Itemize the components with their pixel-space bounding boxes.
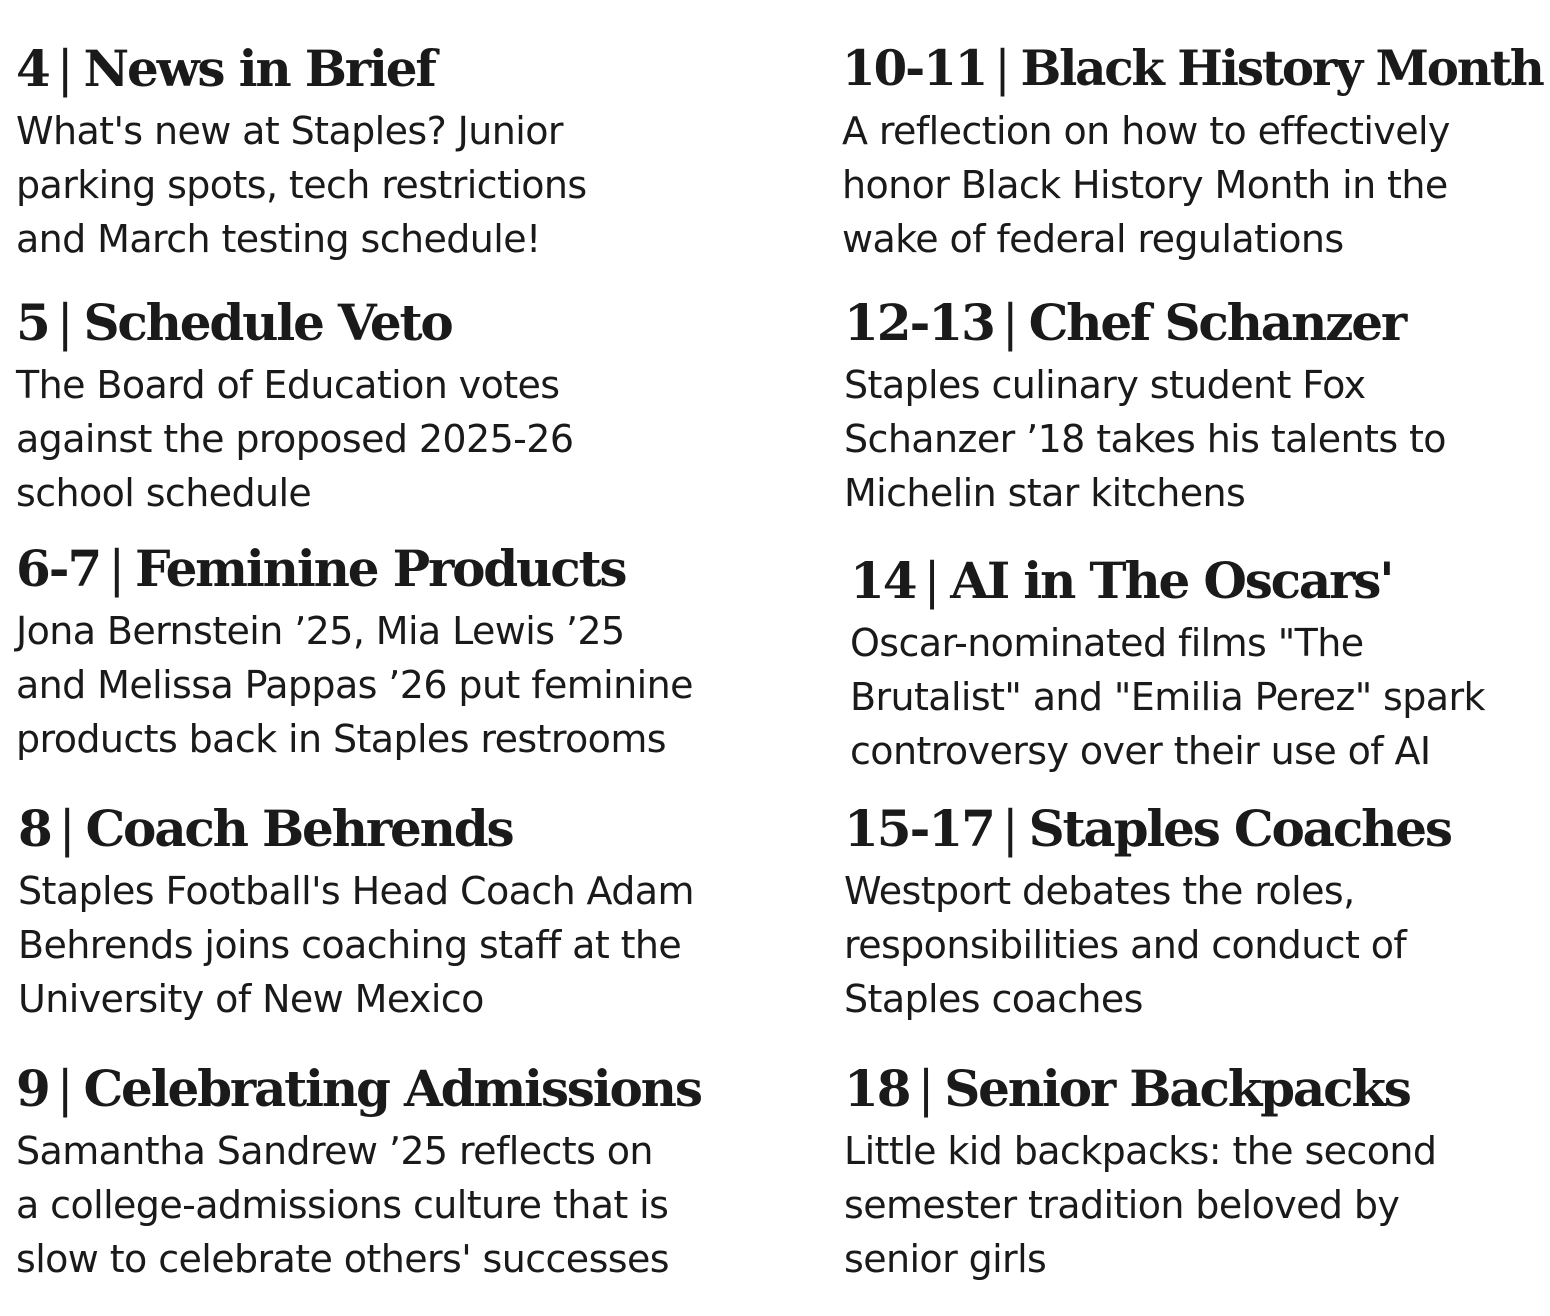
separator: | [1001,800,1017,858]
entry-title: Schedule Veto [83,293,452,352]
separator: | [58,800,74,858]
entry-heading [844,798,1451,860]
page-number: 14 [850,551,916,610]
description-line: a college-admissions culture that is [16,1183,669,1227]
description-line: responsibilities and conduct of [844,923,1407,967]
entry-description [850,616,1485,778]
page-number: 18 [844,1059,910,1118]
description-line: A reflection on how to effectively [842,109,1450,153]
entry-title: Chef Schanzer [1028,293,1406,352]
entry-description [844,358,1446,520]
separator: | [994,41,1009,97]
entry-title: Coach Behrends [85,799,513,858]
description-line: Samantha Sandrew ’25 reflects on [16,1129,653,1173]
description-line: Oscar-nominated films "The [850,621,1364,665]
description-line: Jona Bernstein ’25, Mia Lewis ’25 [16,609,625,653]
entry-description [16,1124,701,1286]
description-line: products back in Staples restrooms [16,717,666,761]
entry-description [18,864,694,1026]
entry-heading [844,292,1446,354]
separator: | [923,552,939,610]
toc-entry[interactable] [16,38,587,266]
toc-entry[interactable] [16,1058,701,1286]
entry-title: News in Brief [83,39,435,98]
description-line: Michelin star kitchens [844,471,1246,515]
toc-entry[interactable] [16,292,573,520]
description-line: wake of federal regulations [842,217,1344,261]
entry-heading [18,798,694,860]
description-line: University of New Mexico [18,977,484,1021]
page-number: 6-7 [16,539,101,598]
entry-title: Senior Backpacks [944,1059,1410,1118]
entry-description [16,104,587,266]
toc-entry[interactable] [844,1058,1436,1286]
entry-description [844,864,1451,1026]
page-number: 9 [16,1059,49,1118]
toc-entry[interactable] [844,292,1446,520]
entry-heading [16,38,587,100]
entry-heading [844,1058,1436,1120]
description-line: and Melissa Pappas ’26 put feminine [16,663,693,707]
description-line: controversy over their use of AI [850,729,1431,773]
description-line: honor Black History Month in the [842,163,1448,207]
entry-title: Feminine Products [135,539,626,598]
description-line: What's new at Staples? Junior [16,109,563,153]
entry-heading [842,38,1543,100]
page-number: 4 [16,39,49,98]
description-line: Staples coaches [844,977,1143,1021]
separator: | [56,40,72,98]
separator: | [1001,294,1017,352]
entry-description [844,1124,1436,1286]
description-line: Schanzer ’18 takes his talents to [844,417,1446,461]
toc-entry[interactable] [16,538,693,766]
entry-title: Celebrating Admissions [83,1059,701,1118]
description-line: Little kid backpacks: the second [844,1129,1437,1173]
separator: | [108,540,123,598]
entry-heading [16,1058,701,1120]
toc-entry[interactable] [850,550,1485,778]
separator: | [917,1060,933,1118]
entry-title: Staples Coaches [1028,799,1451,858]
toc-entry[interactable] [18,798,694,1026]
entry-heading [16,538,693,600]
page-number: 5 [16,293,49,352]
description-line: Westport debates the roles, [844,869,1355,913]
description-line: school schedule [16,471,312,515]
toc-entry[interactable] [844,798,1451,1026]
entry-heading [16,292,573,354]
description-line: semester tradition beloved by [844,1183,1400,1227]
toc-entry[interactable] [842,38,1543,266]
entry-title: Black History Month [1020,41,1543,97]
entry-description [16,604,693,766]
page-number: 12-13 [844,293,994,352]
description-line: Staples Football's Head Coach Adam [18,869,694,913]
description-line: slow to celebrate others' successes [16,1237,669,1281]
entry-title: AI in The Oscars' [950,551,1393,610]
description-line: against the proposed 2025-26 [16,417,574,461]
entry-heading [850,550,1485,612]
description-line: Behrends joins coaching staff at the [18,923,682,967]
description-line: Brutalist" and "Emilia Perez" spark [850,675,1485,719]
description-line: The Board of Education votes [16,363,560,407]
description-line: Staples culinary student Fox [844,363,1366,407]
page-number: 15-17 [844,799,994,858]
description-line: senior girls [844,1237,1047,1281]
entry-description [842,104,1543,266]
separator: | [56,1060,72,1118]
page-number: 8 [18,799,51,858]
page-number: 10-11 [842,41,987,97]
description-line: and March testing schedule! [16,217,541,261]
description-line: parking spots, tech restrictions [16,163,587,207]
separator: | [56,294,72,352]
entry-description [16,358,573,520]
